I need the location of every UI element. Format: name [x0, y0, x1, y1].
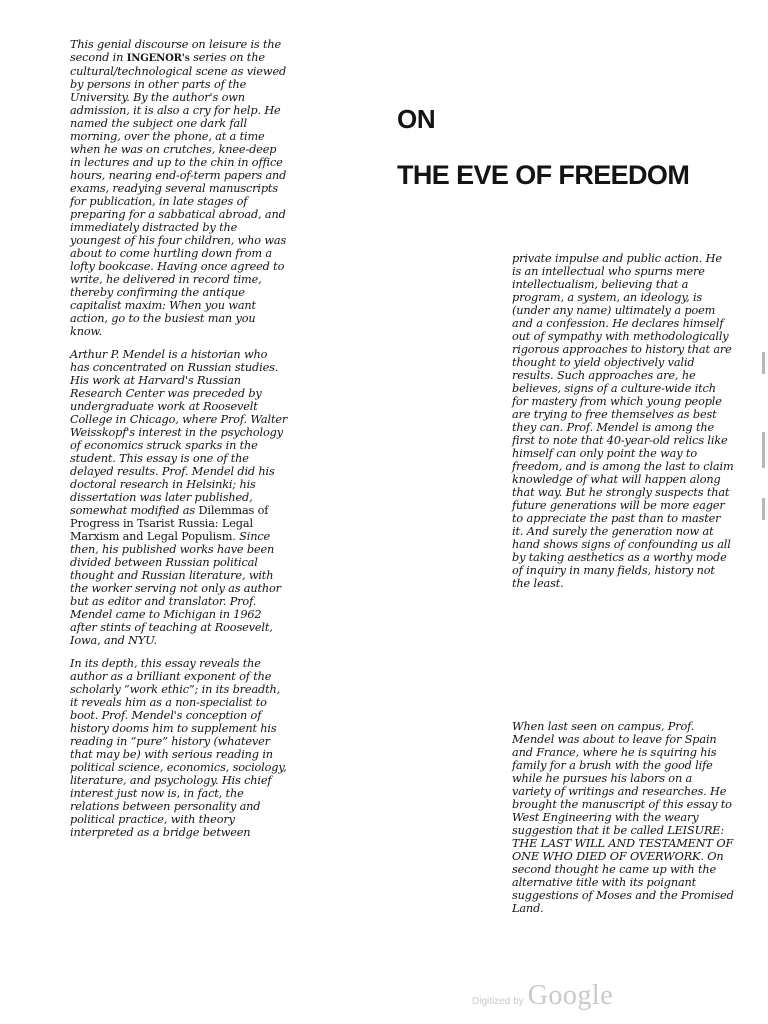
intro-text-part: This genial discourse on leisure is the second in: [70, 38, 282, 64]
page-edge-mark: [762, 352, 765, 374]
bio-paragraph: [70, 348, 290, 647]
left-column: [70, 38, 290, 849]
intro-paragraph: [70, 38, 290, 338]
bio-text-part: Arthur P. Mendel is a historian who has concentrated on Russian studies. His work at Harvard's Russian Research Center was preceded by undergraduate work at Roosevelt College in Chicago, where Prof. Walter Weisskopf's interest in the psychology of economics struck sparks in the student. This essay is one of the delayed results. Prof. Mendel did his doctoral research in Helsinki; his dissertation was later published, somewhat modified as: [70, 348, 288, 517]
magazine-name: INGENOR's: [126, 53, 190, 64]
book-title: Dilemmas of Progress in Tsarist Russia: Legal Marxism and Legal Populism.: [70, 504, 269, 543]
continuation-paragraph: private impulse and public action. He is an intellectual who spurns mere intellectualism, believing that a program, a system, an ideology, is (under any name) ultimately a poem and a confession. He declares himself out of sympathy with methodologically rigorous approaches to history that are thought to yield objectively valid results. Such approaches are, he believes, signs of a culture-wide itch for mastery from which young people are trying to free themselves as best they can. Prof. Mendel is among the first to note that 40-year-old relics like himself can only point the way to freedom, and is among the last to claim knowledge of what will happen along that way. But he strongly suspects that future generations will be more eager to appreciate the past than to master it. And surely the generation now at hand shows signs of confounding us all by taking aesthetics as a worthy mode of inquiry in many fields, history not the least.: [512, 252, 734, 590]
title-line-1: ON: [397, 104, 436, 134]
right-column: [512, 252, 734, 600]
watermark-caption: Digitized by: [472, 996, 524, 1007]
essay-depth-paragraph: In its depth, this essay reveals the author as a brilliant exponent of the scholarly “work ethic”; in its breadth, it reveals him as a non-specialist to boot. Prof. Mendel's conception of history dooms him to supplement his reading in “pure” history (whatever that may be) with serious reading in political science, economics, sociology, literature, and psychology. His chief interest just now is, in fact, the relations between personality and political practice, with theory interpreted as a bridge between: [70, 657, 287, 839]
closing-paragraph: When last seen on campus, Prof. Mendel was about to leave for Spain and France, where he is squiring his family for a brush with the good life while he pursues his labors on a variety of writings and researches. He brought the manuscript of this essay to West Engineering with the weary suggestion that it be called LEISURE: THE LAST WILL AND TESTAMENT OF ONE WHO DIED OF OVERWORK. On second thought he came up with the alternative title with its poignant suggestions of Moses and the Promised Land.: [512, 720, 734, 915]
intro-text-part: series on the cultural/technological scene as viewed by persons in other parts of the University. By the author's own admission, it is also a cry for help. He named the subject one dark fall morning, over the phone, at a time when he was on crutches, knee-deep in lectures and up to the chin in office hours, nearing end-of-term papers and exams, readying several manuscripts for publication, in late stages of preparing for a sabbatical abroad, and immediately distracted by the youngest of his four children, who was about to come hurtling down from a lofty bookcase. Having once agreed to write, he delivered in record time, thereby confirming the antique capitalist maxim: When you want action, go to the busiest man you know.: [70, 51, 287, 338]
page-edge-mark: [762, 432, 765, 468]
digitized-watermark: [472, 980, 613, 1012]
google-logo: Google: [527, 980, 614, 1011]
right-column-lower: [512, 720, 734, 925]
page-edge-mark: [762, 498, 765, 520]
bio-text-part: Since then, his published works have been divided between Russian political thought and Russian literature, with the worker serving not only as author but as editor and translator. Prof. Mendel came to Michigan in 1962 after stints of teaching at Roosevelt, Iowa, and NYU.: [70, 530, 281, 647]
title-line-2: THE EVE OF FREEDOM: [397, 160, 690, 190]
